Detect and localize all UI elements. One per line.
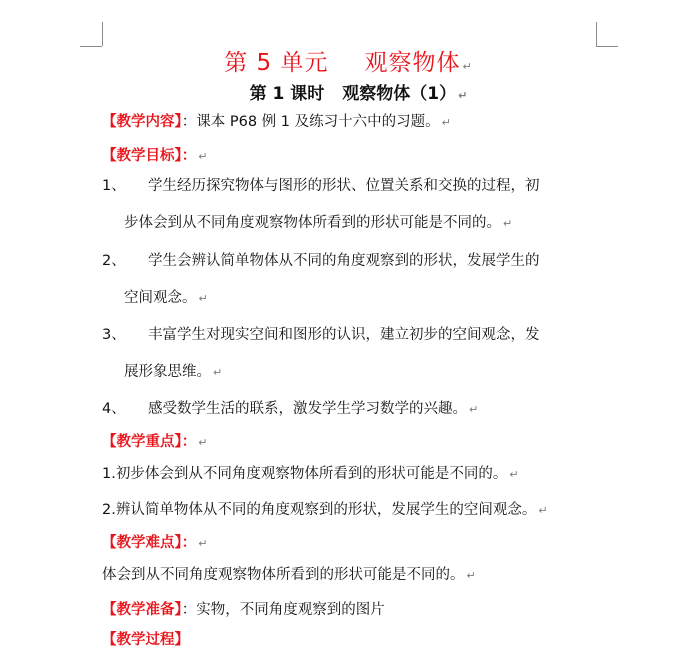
key-points-heading [102, 432, 207, 453]
paragraph-mark: ↵ [198, 150, 208, 163]
paragraph-mark: ↵ [458, 89, 468, 102]
section-colon: ： [181, 148, 197, 164]
teaching-content [102, 112, 451, 133]
lesson-name: 观察物体（1） [342, 84, 457, 104]
list-number: 1、 [102, 178, 126, 194]
list-text: 1.初步体会到从不同角度观察物体所看到的形状可能是不同的。 [102, 466, 508, 482]
objective-item-1 [102, 176, 540, 196]
section-label: 【教学过程】 [102, 632, 189, 648]
unit-title [0, 44, 697, 77]
key-point-1 [102, 464, 519, 485]
crop-mark-top-right [596, 22, 597, 46]
teaching-objectives-heading [102, 146, 207, 167]
paragraph-mark: ↵ [462, 60, 473, 73]
paragraph-mark: ↵ [198, 292, 208, 305]
section-text: ：实物，不同角度观察到的图片 [181, 602, 385, 618]
section-text: ：课本 P68 例 1 及练习十六中的习题。 [181, 114, 440, 130]
section-label: 【教学重点】 [102, 434, 182, 450]
list-text: 空间观念。 [124, 290, 197, 306]
list-text: 学生会辨认简单物体从不同的角度观察到的形状，发展学生的 [148, 253, 540, 269]
lesson-number: 第 1 课时 [249, 84, 325, 104]
objective-item-2 [102, 251, 540, 271]
list-number: 3、 [102, 327, 126, 343]
paragraph-mark: ↵ [466, 569, 476, 582]
key-point-2 [102, 500, 548, 521]
section-label: 【教学内容】 [102, 114, 182, 130]
section-label: 【教学准备】 [102, 602, 182, 618]
teaching-preparation [102, 600, 385, 620]
objective-item-3 [102, 325, 540, 345]
section-label: 【教学目标】 [102, 148, 182, 164]
paragraph-mark: ↵ [198, 436, 208, 449]
paragraph-mark: ↵ [441, 116, 451, 129]
section-colon: ： [181, 535, 197, 551]
list-text: 2.辨认简单物体从不同的角度观察到的形状，发展学生的空间观念。 [102, 502, 537, 518]
section-colon: ： [181, 434, 197, 450]
objective-item-3-cont [124, 362, 222, 383]
list-text: 步体会到从不同角度观察物体所看到的形状可能是不同的。 [124, 215, 501, 231]
teaching-process-heading [102, 630, 189, 650]
objective-item-4 [102, 399, 478, 420]
paragraph-mark: ↵ [538, 504, 548, 517]
paragraph-mark: ↵ [469, 403, 479, 416]
crop-mark-top-left [102, 22, 103, 46]
lesson-title [0, 79, 697, 104]
paragraph-mark: ↵ [503, 217, 513, 230]
paragraph-mark: ↵ [198, 537, 208, 550]
list-text: 丰富学生对现实空间和图形的认识，建立初步的空间观念，发 [148, 327, 540, 343]
section-text: 体会到从不同角度观察物体所看到的形状可能是不同的。 [102, 567, 465, 583]
unit-number: 第 5 单元 [224, 50, 329, 76]
objective-item-1-cont [124, 213, 512, 234]
objective-item-2-cont [124, 288, 208, 309]
paragraph-mark: ↵ [213, 366, 223, 379]
list-number: 2、 [102, 253, 126, 269]
difficulty-text [102, 565, 476, 586]
section-label: 【教学难点】 [102, 535, 182, 551]
paragraph-mark: ↵ [509, 468, 519, 481]
list-text: 学生经历探究物体与图形的形状、位置关系和交换的过程，初 [148, 178, 540, 194]
list-number: 4、 [102, 401, 126, 417]
list-text: 感受数学生活的联系，激发学生学习数学的兴趣。 [148, 401, 467, 417]
difficulties-heading [102, 533, 207, 554]
unit-name: 观察物体 [364, 50, 461, 76]
list-text: 展形象思维。 [124, 364, 211, 380]
